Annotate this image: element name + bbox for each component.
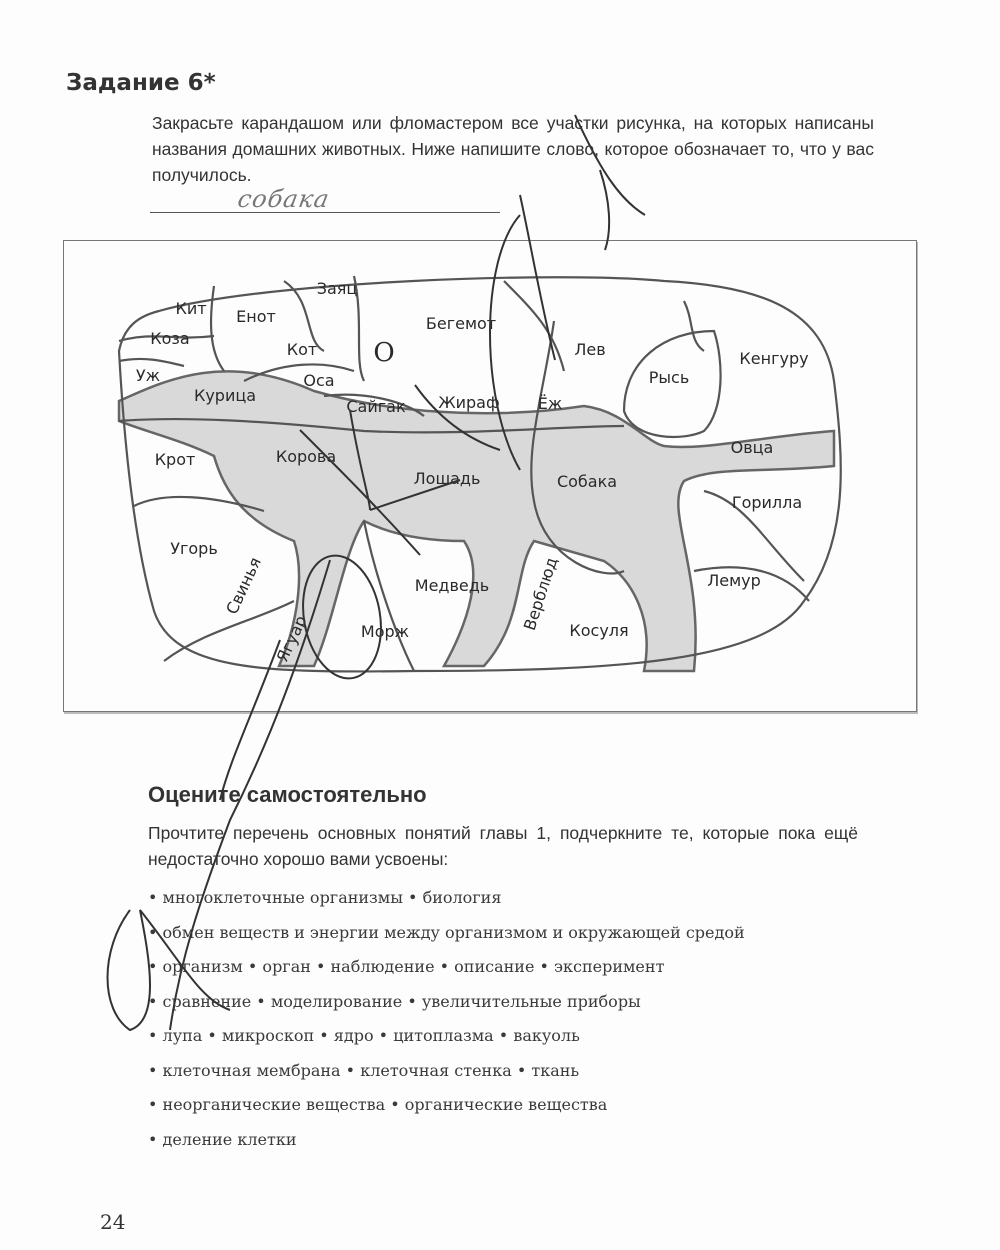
handwritten-letter: О	[373, 338, 395, 368]
concept-list-item: • лупа • микроскоп • ядро • цитоплазма • вакуоль	[148, 1026, 580, 1045]
region-label: Корова	[275, 447, 337, 466]
region-label: Сайгак	[346, 397, 406, 416]
task-title: Задание 6*	[66, 70, 216, 96]
region-label: Кот	[286, 340, 318, 359]
region-label: Ёж	[537, 394, 563, 413]
section-instructions: Прочтите перечень основных понятий главы 1, подчеркните те, которые пока ещё недостаточно хорошо вами усвоены:	[148, 823, 858, 869]
region-label: Крот	[154, 450, 196, 469]
region-label: Заяц	[316, 279, 358, 298]
concept-list	[148, 888, 745, 1164]
region-label: Свинья	[222, 554, 265, 618]
region-label: Медведь	[414, 576, 490, 595]
region-label: Жираф	[438, 393, 500, 412]
page-number: 24	[100, 1210, 126, 1234]
concept-list-item: • обмен веществ и энергии между организмом и окружающей средой	[148, 922, 745, 942]
concept-list-item: • сравнение • моделирование • увеличительные приборы	[148, 991, 641, 1011]
handwritten-answer: собака	[235, 185, 332, 213]
region-label: Верблюд	[519, 554, 562, 633]
region-label: Собака	[556, 472, 618, 491]
region-label: Енот	[236, 307, 276, 326]
region-label: Горилла	[731, 493, 803, 512]
region-label: Лошадь	[413, 469, 481, 488]
task-instructions: Закрасьте карандашом или фломастером все участки рисунка, на которых написаны названия домашних животных. Ниже напишите слово, которое обозначает то, что у вас получилось.	[152, 113, 874, 185]
region-label: Лев	[574, 340, 606, 359]
region-label: Оса	[303, 371, 335, 390]
region-label: Бегемот	[425, 314, 497, 333]
region-label: Кит	[175, 299, 207, 318]
region-label: Лемур	[707, 571, 761, 590]
puzzle-figure	[63, 240, 917, 712]
region-label: Уж	[135, 366, 161, 385]
region-label: Коза	[150, 329, 190, 348]
region-label: Морж	[360, 622, 410, 641]
section-title: Оцените самостоятельно	[148, 782, 427, 807]
concept-list-item: • многоклеточные организмы • биология	[148, 888, 502, 907]
region-label: Кенгуру	[739, 349, 809, 368]
region-label: Ягуар	[272, 612, 311, 665]
concept-list-item: • клеточная мембрана • клеточная стенка • ткань	[148, 1060, 580, 1080]
concept-list-item: • деление клетки	[148, 1129, 297, 1149]
region-label: Угорь	[170, 539, 218, 558]
region-label: Овца	[730, 438, 774, 457]
concept-list-item: • неорганические вещества • органические вещества	[148, 1095, 608, 1114]
region-label: Косуля	[569, 621, 629, 640]
region-label: Курица	[193, 386, 257, 405]
region-label: Рысь	[648, 368, 690, 387]
concept-list-item: • организм • орган • наблюдение • описание • эксперимент	[148, 957, 665, 976]
